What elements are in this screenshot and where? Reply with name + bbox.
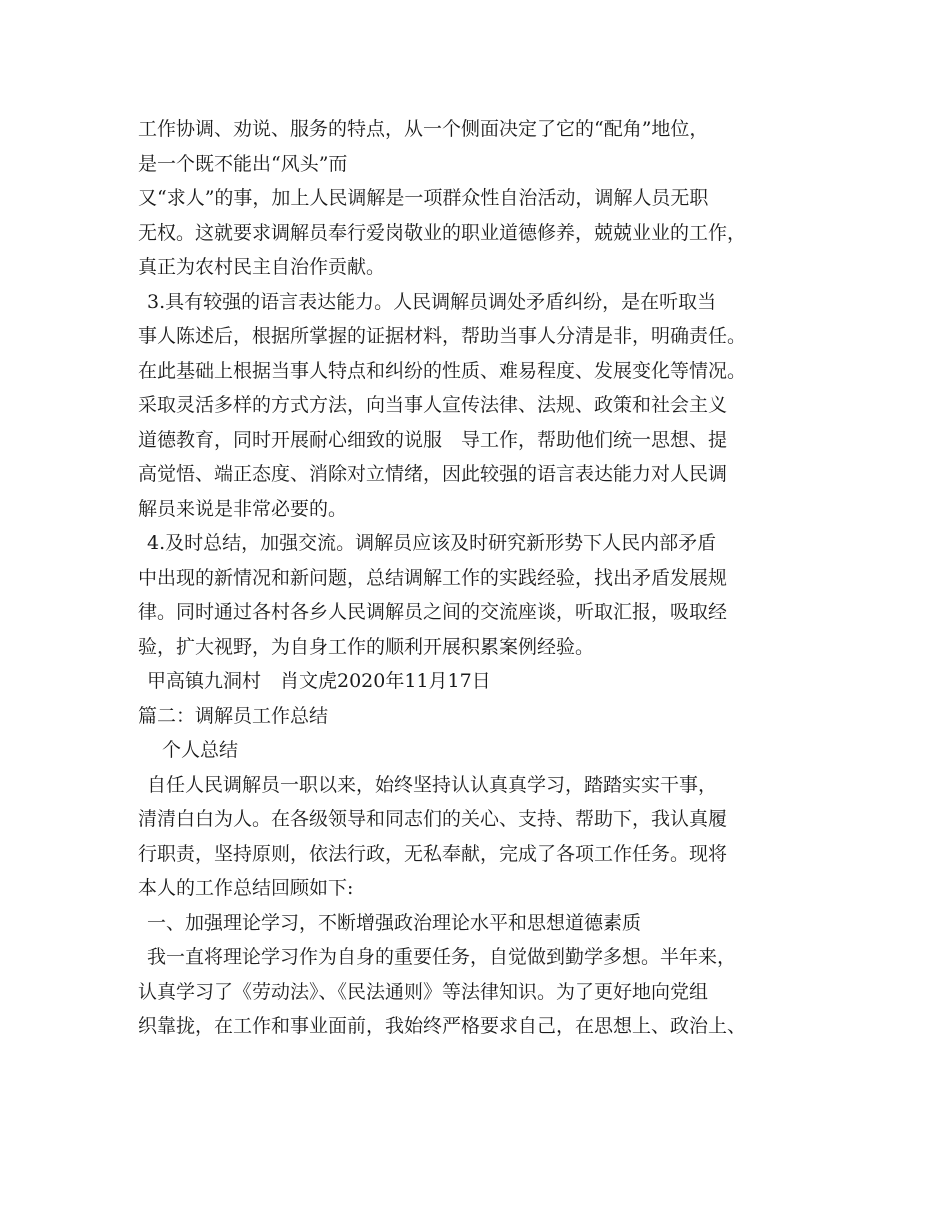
text-line: 又“求人”的事，加上人民调解是一项群众性自治活动，调解人员无职 — [138, 187, 709, 209]
text-line: 本人的工作总结回顾如下: — [138, 877, 354, 899]
text-line: 工作协调、劝说、服务的特点，从一个侧面决定了它的“配角”地位， — [138, 118, 709, 140]
text-line: 4.及时总结，加强交流。调解员应该及时研究新形势下人民内部矛盾 — [147, 532, 717, 554]
text-line: 是一个既不能出“风头”而 — [138, 152, 348, 175]
text-line: 认真学习了《劳动法》、《民法通则》等法律知识。为了更好地向党组 — [138, 980, 709, 1003]
text-line: 真正为农村民主自治作贡献。 — [138, 256, 386, 278]
text-line: 在此基础上根据当事人特点和纠纷的性质、难易程度、发展变化等情况。 — [138, 359, 747, 382]
text-line: 中出现的新情况和新问题，总结调解工作的实践经验，找出矛盾发展规 — [138, 566, 728, 589]
section-heading: 篇二：调解员工作总结 — [138, 704, 329, 727]
text-line: 行职责，坚持原则，依法行政，无私奉献，完成了各项工作任务。现将 — [138, 842, 728, 865]
text-line: 解员来说是非常必要的。 — [138, 497, 348, 520]
text-line: 织靠拢，在工作和事业面前，我始终严格要求自己，在思想上、政治上、 — [138, 1015, 747, 1037]
text-line: 清清白白为人。在各级领导和同志们的关心、支持、帮助下，我认真履 — [138, 808, 728, 830]
text-line: 我一直将理论学习作为自身的重要任务，自觉做到勤学多想。半年来， — [147, 946, 737, 968]
subsection-heading: 个人总结 — [162, 739, 239, 761]
text-line: 采取灵活多样的方式方法，向当事人宣传法律、法规、政策和社会主义 — [138, 394, 728, 416]
text-line: 事人陈述后，根据所掌握的证据材料，帮助当事人分清是非，明确责任。 — [138, 325, 747, 347]
signature-line: 甲高镇九洞村 肖文虎2020年11月17日 — [147, 670, 491, 692]
document-body — [138, 112, 828, 1044]
text-line: 无权。这就要求调解员奉行爱岗敬业的职业道德修养，兢兢业业的工作， — [138, 221, 747, 244]
text-line: 3.具有较强的语言表达能力。人民调解员调处矛盾纠纷，是在听取当 — [147, 290, 717, 313]
text-line: 验，扩大视野，为自身工作的顺利开展积累案例经验。 — [138, 635, 595, 658]
numbered-heading: 一、加强理论学习，不断增强政治理论水平和思想道德素质 — [147, 911, 642, 934]
text-line: 律。同时通过各村各乡人民调解员之间的交流座谈，听取汇报，吸取经 — [138, 601, 728, 623]
text-line: 高觉悟、端正态度、消除对立情绪，因此较强的语言表达能力对人民调 — [138, 463, 728, 485]
text-line: 自任人民调解员一职以来，始终坚持认认真真学习，踏踏实实干事， — [147, 773, 718, 796]
text-line: 道德教育，同时开展耐心细致的说服 导工作，帮助他们统一思想、提 — [138, 428, 728, 451]
